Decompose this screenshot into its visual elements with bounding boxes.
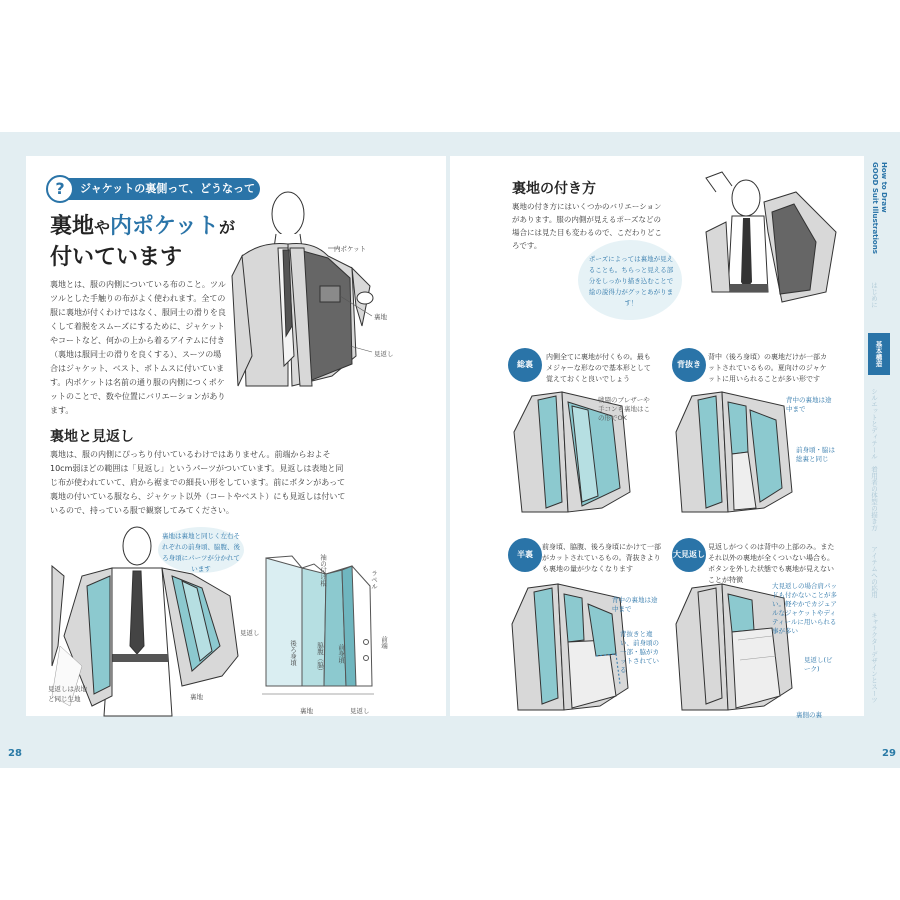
- headline-line2: 付いています: [50, 245, 183, 270]
- tip-pose: ポーズによっては裏地が見えることも。ちらっと見える部分をしっかり描き込むことで絵の説得力がグッとあがります！: [588, 255, 674, 307]
- label-inner-pocket: 内ポケット: [334, 245, 367, 253]
- chapter-tab-intro[interactable]: はじめに: [870, 282, 878, 308]
- badge-back-cut: 背抜き: [672, 348, 706, 382]
- diag-label-sleeve: 袖の付け根: [319, 554, 327, 587]
- headline-particle-ga: が: [218, 218, 235, 237]
- question-banner: ジャケットの裏側って、どうなってるの？: [50, 178, 260, 200]
- page-headline: [50, 212, 235, 273]
- label-facing-note: 見返しは表地と同じ生地: [48, 685, 87, 703]
- diag-label-back: 後ろ身頃: [289, 640, 297, 666]
- diag-label-lapel: ラペル: [370, 570, 378, 590]
- section-lining-facing-text: 裏地は、服の内側にぴっちり付いているわけではありません。前端からおよそ10cm弱ほどの範囲は「見返し」というパーツがついています。見返しは表地と同じ布が使われていて、肩から裾までの細長い形をしています。前にボタンがあって裏地の付いている服なら、ジャケット以外（コートやベスト）にも見返しは付いているので、持っている服で観察してみてください。: [50, 450, 346, 515]
- note-half-lining-2: 背抜きと違い、前身頃の一部・脇がカットされている: [620, 630, 659, 674]
- headline-inner-pocket: 内ポケット: [110, 214, 219, 239]
- diag-label-front: 前身頃: [337, 644, 345, 664]
- headline-particle-ya: や: [94, 218, 111, 237]
- diag-label-front-edge: 前端: [380, 636, 388, 649]
- book-title: [870, 162, 888, 254]
- section-lining-facing-title: 裏地と見返し: [50, 429, 134, 445]
- note-large-facing-2: 見返し(ピーク): [804, 656, 833, 673]
- desc-back-cut: 背中（後ろ身頃）の裏地だけが一部カットされているもの。夏向けのジャケットに用いられることが多い形です: [708, 353, 827, 383]
- label-facing-2: 見返し: [240, 629, 260, 637]
- label-lining: 裏地: [374, 313, 387, 321]
- chapter-tab-silhouette[interactable]: シルエットとディテール: [870, 388, 878, 460]
- question-icon: ?: [46, 175, 74, 203]
- chapter-tab-items[interactable]: アイテムへの応用: [870, 546, 878, 598]
- page-number-left: 28: [8, 748, 22, 759]
- tip-lining-parts: 裏地は裏地と同じく左右それぞれの前身頃、脇腹、後ろ身頃にパーツが分かれています: [162, 532, 240, 573]
- man-taking-off-jacket-illustration: [686, 172, 836, 322]
- note-full-lining: 戦闘のブレザーや手コンも裏地はこの形でOK: [598, 396, 650, 422]
- lining-types-title: 裏地の付き方: [512, 181, 596, 197]
- headline-lining: 裏地: [50, 214, 95, 239]
- diag-label-facing: 見返し: [350, 707, 370, 715]
- label-facing: 見返し: [374, 350, 394, 358]
- book-title-line1: How to Draw: [880, 162, 888, 213]
- jacket-inner-illustration: [232, 186, 412, 416]
- diag-label-lining: 裏地: [300, 707, 313, 715]
- note-large-facing-3: 裏側の裏: [796, 711, 822, 719]
- book-title-line2: GOOD Suit Illustrations: [871, 162, 879, 254]
- intro-text: 裏地とは、服の内側についている布のこと。ツルツルとした手触りの布がよく使われます。全ての服に裏地が付くわけではなく、服同士の滑りを良くして着脱をスムーズにするために、ジャケットやコートなど、何かの上から着るアイテムに付き（裏地は服同士の滑りを良くする）、スーツの場合はジャケット、ベスト、ボトムスに付いています。内ポケットは名前の通り服の内側につくポケットのことで、数や位置にバリエーションがあります。: [50, 280, 226, 415]
- desc-half-lining: 前身頃、脇腹、後ろ身頃にかけて一部がカットされているもの。背抜きよりも裏地の量が少なくなります: [542, 543, 661, 573]
- note-half-lining-1: 背中の裏地は途中まで: [612, 596, 658, 613]
- badge-large-facing: 大見返し: [672, 538, 706, 572]
- desc-large-facing: 見返しがつくのは背中の上部のみ。またそれ以外の裏地が全くついない場合も。ボタンを外した状態でも裏地が見えないことが特徴: [708, 543, 835, 584]
- note-large-facing-1: 大見返しの場合肩パッドも付かないことが多い。軽やかでカジュアルなジャケットやディティールに用いられる事が多い: [772, 582, 837, 635]
- note-back-cut-2: 前身頃・脇は総裏と同じ: [796, 446, 835, 463]
- label-lining-2: 裏地: [190, 693, 203, 701]
- badge-full-lining: 総裏: [508, 348, 542, 382]
- lining-types-intro: 裏地の付き方にはいくつかのバリエーションがあります。服の内側が見えるポーズなどの場合には見た目も変わるので、こだわりどころです。: [512, 202, 662, 250]
- chapter-tab-body-types[interactable]: 着用者の体型の描き方: [870, 466, 878, 531]
- diag-label-side: 脇腹（脇）: [316, 642, 324, 675]
- note-back-cut-1: 背中の裏地は途中まで: [786, 396, 832, 413]
- chapter-tab-character[interactable]: キャラクターデザインとスーツ: [870, 612, 878, 703]
- badge-half-lining: 半裏: [508, 538, 542, 572]
- desc-full-lining: 内側全てに裏地が付くもの。最もメジャーな形なので基本形として覚えておくと良いでしょう: [546, 353, 651, 383]
- page-number-right: 29: [882, 748, 896, 759]
- chapter-tab-basic-structure[interactable]: 基本構造: [868, 333, 890, 375]
